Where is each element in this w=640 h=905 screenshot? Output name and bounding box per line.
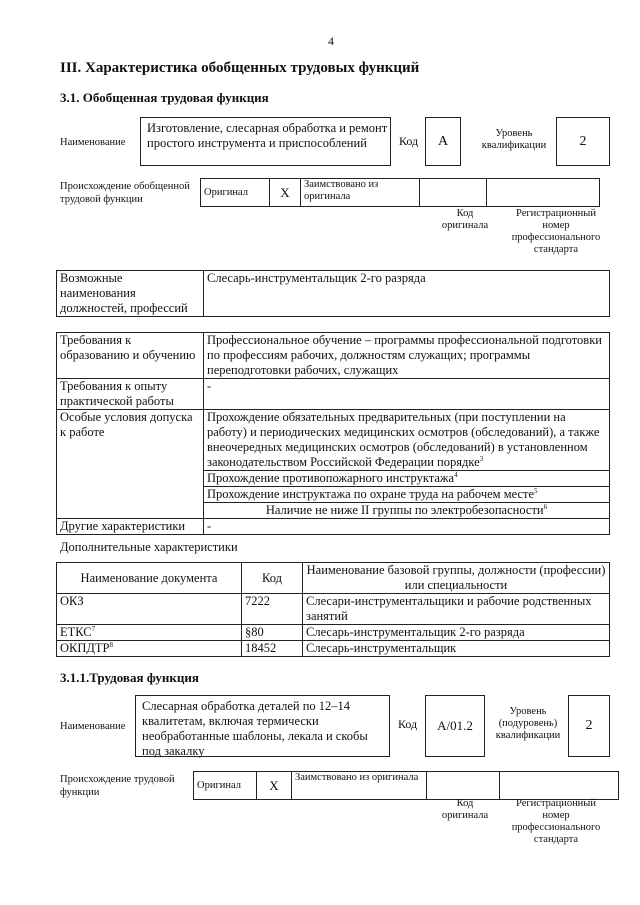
tf-code-value: А/01.2 xyxy=(437,718,473,733)
requirements-table xyxy=(56,332,610,535)
tf-borrowed-label: Заимствовано из оригинала xyxy=(295,772,419,783)
education-value: Профессиональное обучение – программы профессиональной подготовки по профессиям рабочих, должностям служащих; программы переподготовки рабочих, служащих xyxy=(207,333,602,377)
tf-code-original-label: Код оригинала xyxy=(441,798,489,821)
table-row: ОКПДТР$^8$ 18452 Слесарь-инструментальщик xyxy=(57,641,610,657)
tf-level-label: Уровень (подуровень) квалификации xyxy=(495,706,561,741)
other-value: - xyxy=(207,519,212,533)
col-code-header: Код xyxy=(262,570,282,585)
gtf-code-original-label: Код оригинала xyxy=(441,208,489,231)
tf-original-label: Оригинал xyxy=(197,780,241,791)
positions-table xyxy=(56,270,610,317)
condition-item: Наличие не ниже II группы по электробезопасности$^6$ xyxy=(204,503,610,519)
tf-name-label: Наименование xyxy=(60,721,126,732)
tf-name-box xyxy=(135,695,390,757)
gtf-original-mark: Х xyxy=(280,185,290,200)
education-label: Требования к образованию и обучению xyxy=(60,333,196,362)
tf-reg-number-label: Регистрационный номер профессионального стандарта xyxy=(511,798,601,845)
gtf-heading: 3.1. Обобщенная трудовая функция xyxy=(60,90,269,105)
tf-origin-table xyxy=(193,771,619,800)
table-row: ОКЗ 7222 Слесари-инструментальщики и рабочие родственных занятий xyxy=(57,594,610,625)
positions-value: Слесарь-инструментальщик 2-го разряда xyxy=(207,271,426,285)
gtf-original-label: Оригинал xyxy=(204,187,248,198)
gtf-borrowed-label: Заимствовано из оригинала xyxy=(304,179,379,202)
condition-item: Прохождение противопожарного инструктажа$^4$ xyxy=(204,471,610,487)
positions-label: Возможные наименования должностей, профессий xyxy=(60,271,188,315)
col-doc-header: Наименование документа xyxy=(80,570,218,585)
gtf-origin-table xyxy=(200,178,600,207)
conditions-label: Особые условия допуска к работе xyxy=(60,410,193,439)
condition-item: Прохождение инструктажа по охране труда на рабочем месте$^5$ xyxy=(204,487,610,503)
gtf-origin-label: Происхождение обобщенной трудовой функции xyxy=(60,181,190,205)
gtf-level-box xyxy=(556,117,610,166)
gtf-reg-number-label: Регистрационный номер профессионального стандарта xyxy=(511,208,601,255)
tf-level-box xyxy=(568,695,610,757)
tf-level-value: 2 xyxy=(585,718,593,733)
section-title: III. Характеристика обобщенных трудовых функций xyxy=(60,60,420,76)
col-name-header: Наименование базовой группы, должности (профессии) или специальности xyxy=(306,563,606,592)
gtf-name-value: Изготовление, слесарная обработка и ремонт простого инструмента и приспособлений xyxy=(147,121,388,150)
tf-origin-label: Происхождение трудовой функции xyxy=(60,774,175,798)
gtf-name-box xyxy=(140,117,391,166)
experience-label: Требования к опыту практической работы xyxy=(60,379,174,408)
table-row: ЕТКС$^7$ §80 Слесарь-инструментальщик 2-го разряда xyxy=(57,625,610,641)
page-number: 4 xyxy=(328,34,334,48)
tf-code-label: Код xyxy=(398,717,418,731)
condition-item: Прохождение обязательных предварительных (при поступлении на работу) и периодических медицинских осмотров (обследований), а также внеочередных медицинских осмотров (обследований) в установленном законодательством Российской Федерации порядке$^3$ xyxy=(204,410,610,471)
gtf-code-value: А xyxy=(437,133,449,149)
tf-original-mark: Х xyxy=(269,778,279,793)
additional-table xyxy=(56,562,610,657)
tf-heading: 3.1.1.Трудовая функция xyxy=(60,670,199,685)
tf-code-box xyxy=(425,695,485,757)
tf-name-value: Слесарная обработка деталей по 12–14 квалитетам, включая термически необработанные шаблоны, лекала и скобы под закалку xyxy=(142,699,368,758)
other-label: Другие характеристики xyxy=(60,519,186,533)
gtf-code-box xyxy=(425,117,461,166)
gtf-code-label: Код xyxy=(399,134,419,148)
additional-heading: Дополнительные характеристики xyxy=(60,540,238,554)
gtf-level-label: Уровень квалификации xyxy=(481,128,547,151)
gtf-name-label: Наименование xyxy=(60,137,126,148)
experience-value: - xyxy=(207,379,212,393)
gtf-level-value: 2 xyxy=(579,133,587,149)
